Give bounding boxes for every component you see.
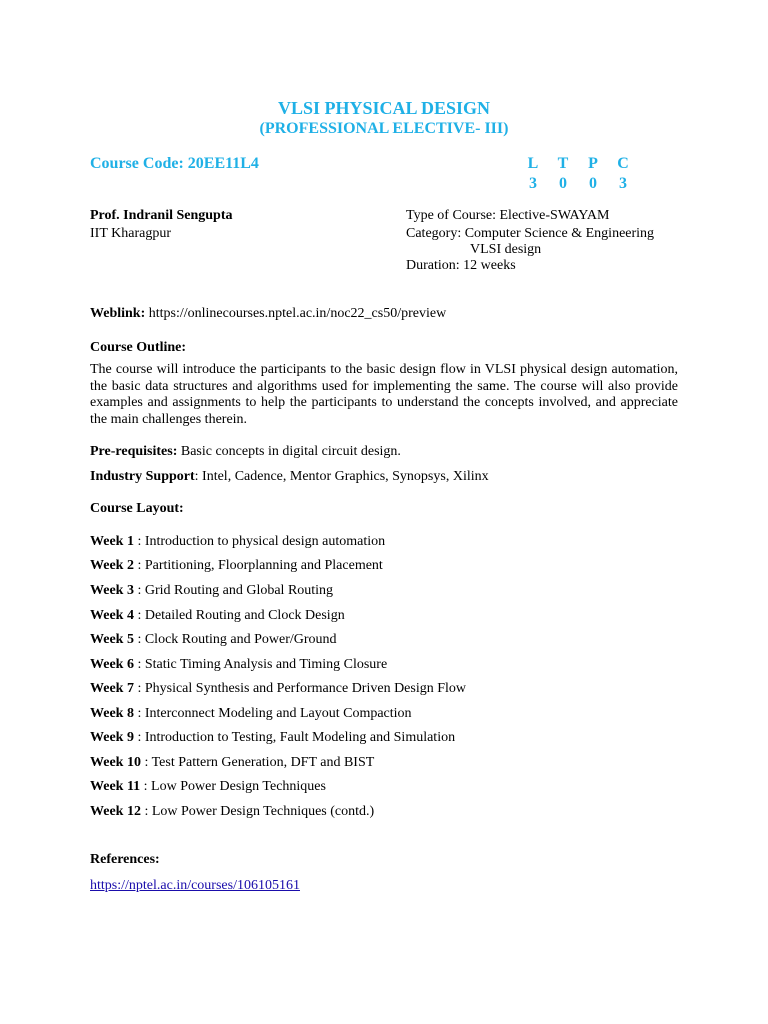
ltpc-value-t: 0 bbox=[559, 175, 567, 192]
week-text: : Test Pattern Generation, DFT and BIST bbox=[140, 755, 375, 770]
week-item bbox=[90, 608, 345, 624]
ltpc-value-p: 0 bbox=[589, 175, 597, 192]
week-label: Week 8 bbox=[90, 706, 134, 721]
week-item bbox=[90, 730, 455, 746]
weblink-label: Weblink: bbox=[90, 306, 146, 321]
week-item bbox=[90, 706, 412, 722]
document-title: VLSI PHYSICAL DESIGN bbox=[277, 98, 491, 118]
week-label: Week 12 bbox=[90, 804, 141, 819]
week-label: Week 5 bbox=[90, 632, 134, 647]
outline-paragraph: The course will introduce the participants to the basic design flow in VLSI physical design automation, the basic data structures and algorithms used for implementing the same. The course will also provide examples and assignments to help the participants to understand the concepts involved, and appreciate the main challenges therein. bbox=[90, 362, 678, 427]
instructor-institute: IIT Kharagpur bbox=[90, 226, 171, 241]
prerequisites-label: Pre-requisites: bbox=[90, 444, 178, 459]
instructor-name: Prof. Indranil Sengupta bbox=[90, 208, 233, 223]
week-text: : Partitioning, Floorplanning and Placement bbox=[133, 558, 383, 573]
course-type: Type of Course: Elective-SWAYAM bbox=[406, 208, 610, 223]
week-text: : Low Power Design Techniques bbox=[140, 779, 326, 794]
week-text: : Interconnect Modeling and Layout Compaction bbox=[133, 706, 412, 721]
week-item bbox=[90, 657, 387, 673]
week-label: Week 6 bbox=[90, 657, 134, 672]
week-text: : Low Power Design Techniques (contd.) bbox=[140, 804, 375, 819]
week-item bbox=[90, 755, 374, 771]
week-label: Week 11 bbox=[90, 779, 141, 794]
course-category: Category: Computer Science & Engineering bbox=[406, 226, 655, 241]
week-label: Week 3 bbox=[90, 583, 134, 598]
week-label: Week 9 bbox=[90, 730, 134, 745]
reference-link[interactable]: https://nptel.ac.in/courses/106105161 bbox=[90, 878, 300, 893]
document-subtitle: (PROFESSIONAL ELECTIVE- III) bbox=[259, 120, 509, 137]
industry-text: : Intel, Cadence, Mentor Graphics, Synopsys, Xilinx bbox=[194, 469, 489, 484]
ltpc-label-l: L bbox=[527, 155, 539, 172]
week-text: : Static Timing Analysis and Timing Closure bbox=[133, 657, 388, 672]
week-label: Week 7 bbox=[90, 681, 134, 696]
week-item bbox=[90, 632, 337, 648]
week-item bbox=[90, 681, 466, 697]
industry-label: Industry Support bbox=[90, 469, 195, 484]
prerequisites-text: Basic concepts in digital circuit design. bbox=[177, 444, 401, 459]
week-item bbox=[90, 583, 333, 599]
weblink-url: https://onlinecourses.nptel.ac.in/noc22_cs50/preview bbox=[148, 306, 447, 321]
week-item bbox=[90, 804, 374, 820]
prerequisites-line bbox=[90, 444, 401, 460]
week-text: : Introduction to Testing, Fault Modeling and Simulation bbox=[133, 730, 456, 745]
week-label: Week 1 bbox=[90, 534, 134, 549]
layout-heading: Course Layout: bbox=[90, 501, 184, 516]
week-item bbox=[90, 779, 326, 795]
ltpc-value-c: 3 bbox=[619, 175, 627, 192]
ltpc-value-l: 3 bbox=[529, 175, 537, 192]
week-item bbox=[90, 534, 385, 550]
week-text: : Physical Synthesis and Performance Driven Design Flow bbox=[133, 681, 467, 696]
week-label: Week 10 bbox=[90, 755, 141, 770]
ltpc-label-t: T bbox=[557, 155, 569, 172]
week-text: : Grid Routing and Global Routing bbox=[133, 583, 334, 598]
course-duration: Duration: 12 weeks bbox=[406, 258, 516, 273]
week-text: : Introduction to physical design automation bbox=[133, 534, 386, 549]
week-text: : Clock Routing and Power/Ground bbox=[133, 632, 337, 647]
course-category-cont: VLSI design bbox=[470, 242, 542, 257]
week-label: Week 2 bbox=[90, 558, 134, 573]
industry-line bbox=[90, 469, 489, 485]
weblink-line bbox=[90, 306, 446, 322]
course-code: Course Code: 20EE11L4 bbox=[90, 155, 259, 172]
ltpc-label-c: C bbox=[617, 155, 629, 172]
week-item bbox=[90, 558, 383, 574]
references-heading: References: bbox=[90, 852, 160, 867]
week-text: : Detailed Routing and Clock Design bbox=[133, 608, 345, 623]
outline-heading: Course Outline: bbox=[90, 340, 187, 355]
week-label: Week 4 bbox=[90, 608, 134, 623]
ltpc-label-p: P bbox=[588, 155, 598, 172]
